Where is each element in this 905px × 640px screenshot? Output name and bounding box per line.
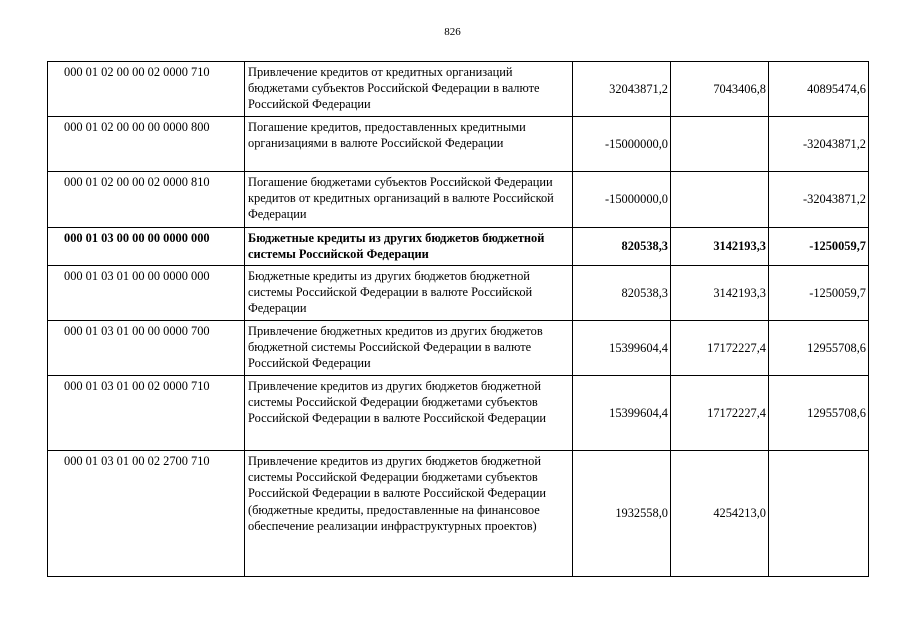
table-row (48, 172, 869, 228)
row-name: Привлечение кредитов от кредитных организаций бюджетами субъектов Российской Федерации в валюте Российской Федерации (245, 62, 573, 117)
table-row (48, 321, 869, 376)
row-value-1: 820538,3 (573, 228, 671, 266)
row-value-3 (769, 451, 869, 577)
row-name: Погашение кредитов, предоставленных кредитными организациями в валюте Российской Федерации (245, 117, 573, 172)
row-value-2 (671, 172, 769, 228)
table-row (48, 117, 869, 172)
table-row (48, 228, 869, 266)
row-value-1: -15000000,0 (573, 172, 671, 228)
row-code: 000 01 03 00 00 00 0000 000 (48, 228, 245, 266)
row-value-1: -15000000,0 (573, 117, 671, 172)
table-row (48, 451, 869, 577)
row-value-3: -1250059,7 (769, 228, 869, 266)
row-name: Привлечение кредитов из других бюджетов бюджетной системы Российской Федерации бюджетами субъектов Российской Федерации в валюте Российской Федерации (245, 376, 573, 451)
row-code: 000 01 02 00 00 02 0000 810 (48, 172, 245, 228)
row-value-2: 4254213,0 (671, 451, 769, 577)
row-value-2: 17172227,4 (671, 376, 769, 451)
row-value-3: -32043871,2 (769, 172, 869, 228)
row-value-3: 40895474,6 (769, 62, 869, 117)
row-value-1: 32043871,2 (573, 62, 671, 117)
row-value-3: 12955708,6 (769, 376, 869, 451)
row-value-3: 12955708,6 (769, 321, 869, 376)
row-code: 000 01 03 01 00 02 2700 710 (48, 451, 245, 577)
row-code: 000 01 03 01 00 00 0000 700 (48, 321, 245, 376)
page-number: 826 (444, 26, 461, 38)
table-row (48, 266, 869, 321)
row-name: Привлечение кредитов из других бюджетов бюджетной системы Российской Федерации бюджетами субъектов Российской Федерации в валюте Российской Федерации (бюджетные кредиты, предоставленные на финансовое обеспечение реализации инфраструктурных проектов) (245, 451, 573, 577)
row-code: 000 01 02 00 00 00 0000 800 (48, 117, 245, 172)
row-value-3: -32043871,2 (769, 117, 869, 172)
table-row (48, 376, 869, 451)
row-value-1: 820538,3 (573, 266, 671, 321)
row-value-2: 3142193,3 (671, 266, 769, 321)
row-name: Бюджетные кредиты из других бюджетов бюджетной системы Российской Федерации (245, 228, 573, 266)
row-value-1: 15399604,4 (573, 321, 671, 376)
row-value-2: 3142193,3 (671, 228, 769, 266)
row-code: 000 01 03 01 00 00 0000 000 (48, 266, 245, 321)
row-code: 000 01 02 00 00 02 0000 710 (48, 62, 245, 117)
row-value-3: -1250059,7 (769, 266, 869, 321)
row-value-2: 17172227,4 (671, 321, 769, 376)
row-value-1: 15399604,4 (573, 376, 671, 451)
row-code: 000 01 03 01 00 02 0000 710 (48, 376, 245, 451)
row-name: Привлечение бюджетных кредитов из других бюджетов бюджетной системы Российской Федерации в валюте Российской Федерации (245, 321, 573, 376)
budget-table (47, 61, 869, 577)
row-name: Бюджетные кредиты из других бюджетов бюджетной системы Российской Федерации в валюте Российской Федерации (245, 266, 573, 321)
row-value-1: 1932558,0 (573, 451, 671, 577)
row-name: Погашение бюджетами субъектов Российской Федерации кредитов от кредитных организаций в валюте Российской Федерации (245, 172, 573, 228)
table-row (48, 62, 869, 117)
row-value-2 (671, 117, 769, 172)
row-value-2: 7043406,8 (671, 62, 769, 117)
